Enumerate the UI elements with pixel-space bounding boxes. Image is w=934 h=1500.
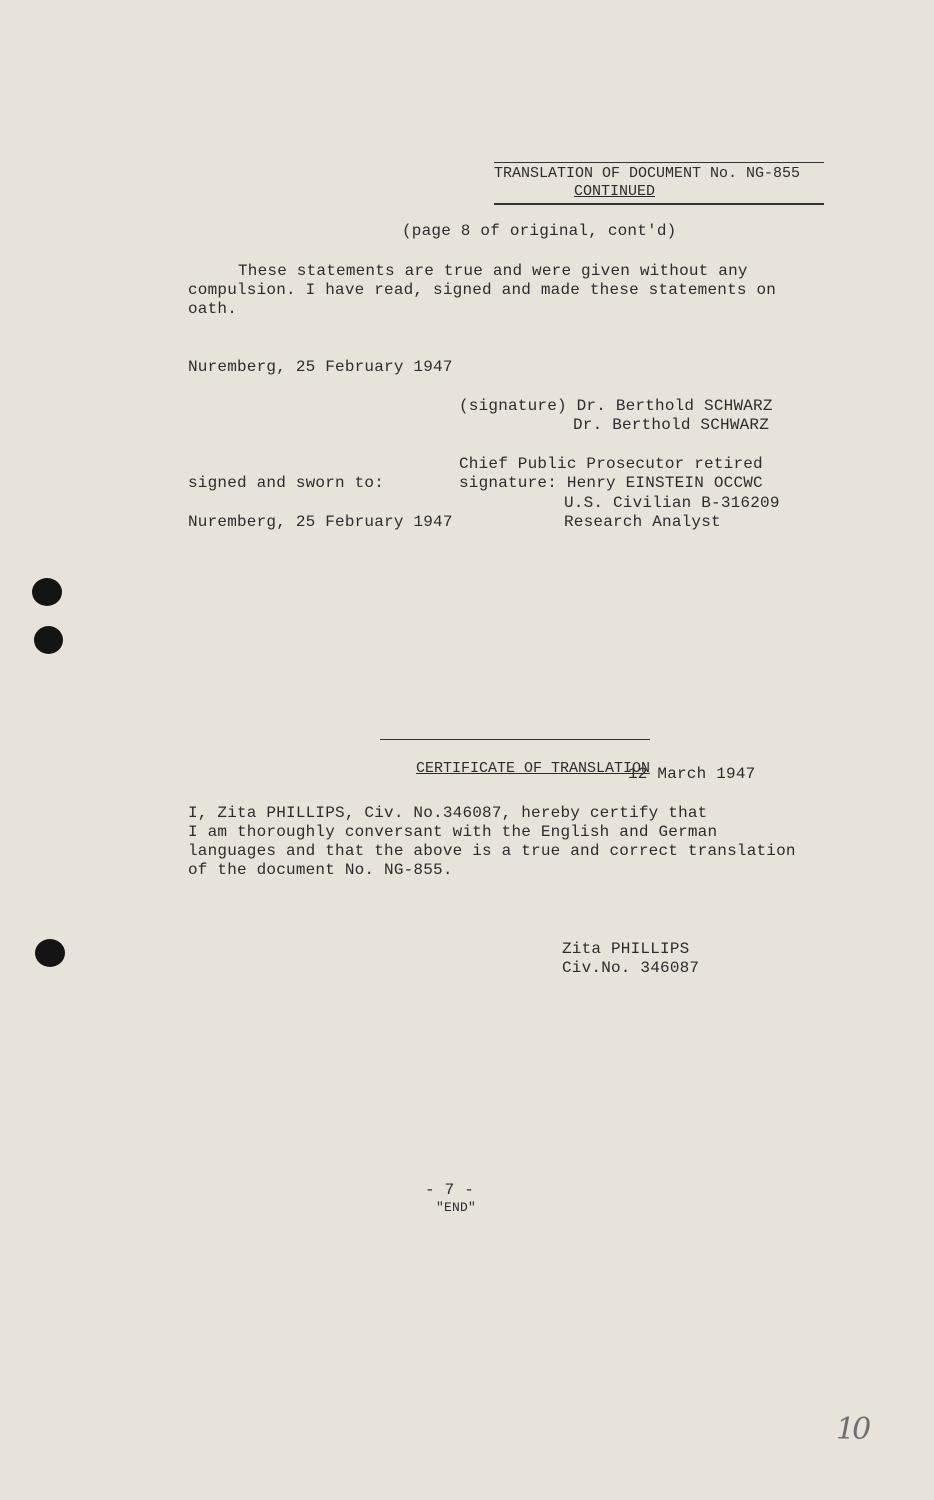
punch-hole-top <box>32 578 62 606</box>
translator-civ-number: Civ.No. 346087 <box>562 959 700 977</box>
certificate-line-1: I, Zita PHILLIPS, Civ. No.346087, hereby certify that <box>188 804 708 822</box>
witness-signature: signature: Henry EINSTEIN OCCWC <box>459 474 763 492</box>
signature-label: (signature) Dr. Berthold SCHWARZ <box>459 397 773 415</box>
page-number: - 7 - <box>425 1181 475 1199</box>
header-top-rule <box>494 162 824 163</box>
page-reference: (page 8 of original, cont'd) <box>402 222 677 240</box>
certificate-title-text: CERTIFICATE OF TRANSLATION <box>416 760 651 777</box>
prosecutor-title: Chief Public Prosecutor retired <box>459 455 763 473</box>
certificate-line-2: I am thoroughly conversant with the English and German <box>188 823 718 841</box>
certificate-date: 12 March 1947 <box>628 765 756 783</box>
punch-hole-bottom <box>35 939 65 967</box>
witness-civilian-number: U.S. Civilian B-316209 <box>564 494 780 512</box>
certificate-line-4: of the document No. NG-855. <box>188 861 453 879</box>
end-marker: "END" <box>436 1200 477 1215</box>
certificate-title-rule <box>380 739 650 740</box>
sworn-label: signed and sworn to: <box>188 474 385 492</box>
certificate-title <box>380 703 650 796</box>
signature-name: Dr. Berthold SCHWARZ <box>573 416 770 434</box>
handwritten-page-number: 10 <box>836 1412 869 1447</box>
translator-name: Zita PHILLIPS <box>562 940 690 958</box>
header-continued: CONTINUED <box>574 183 656 200</box>
witness-role: Research Analyst <box>564 513 721 531</box>
statement-line-1: These statements are true and were given without any <box>238 262 748 280</box>
certificate-line-3: languages and that the above is a true and correct translation <box>188 842 796 860</box>
statement-line-3: oath. <box>188 300 238 318</box>
statement-line-2: compulsion. I have read, signed and made these statements on <box>188 281 777 299</box>
header-title: TRANSLATION OF DOCUMENT No. NG-855 <box>494 165 801 182</box>
document-header <box>494 162 824 205</box>
header-bottom-rule <box>494 203 824 205</box>
place-date-second: Nuremberg, 25 February 1947 <box>188 513 453 531</box>
punch-hole-middle <box>34 626 63 654</box>
place-date-first: Nuremberg, 25 February 1947 <box>188 358 453 376</box>
